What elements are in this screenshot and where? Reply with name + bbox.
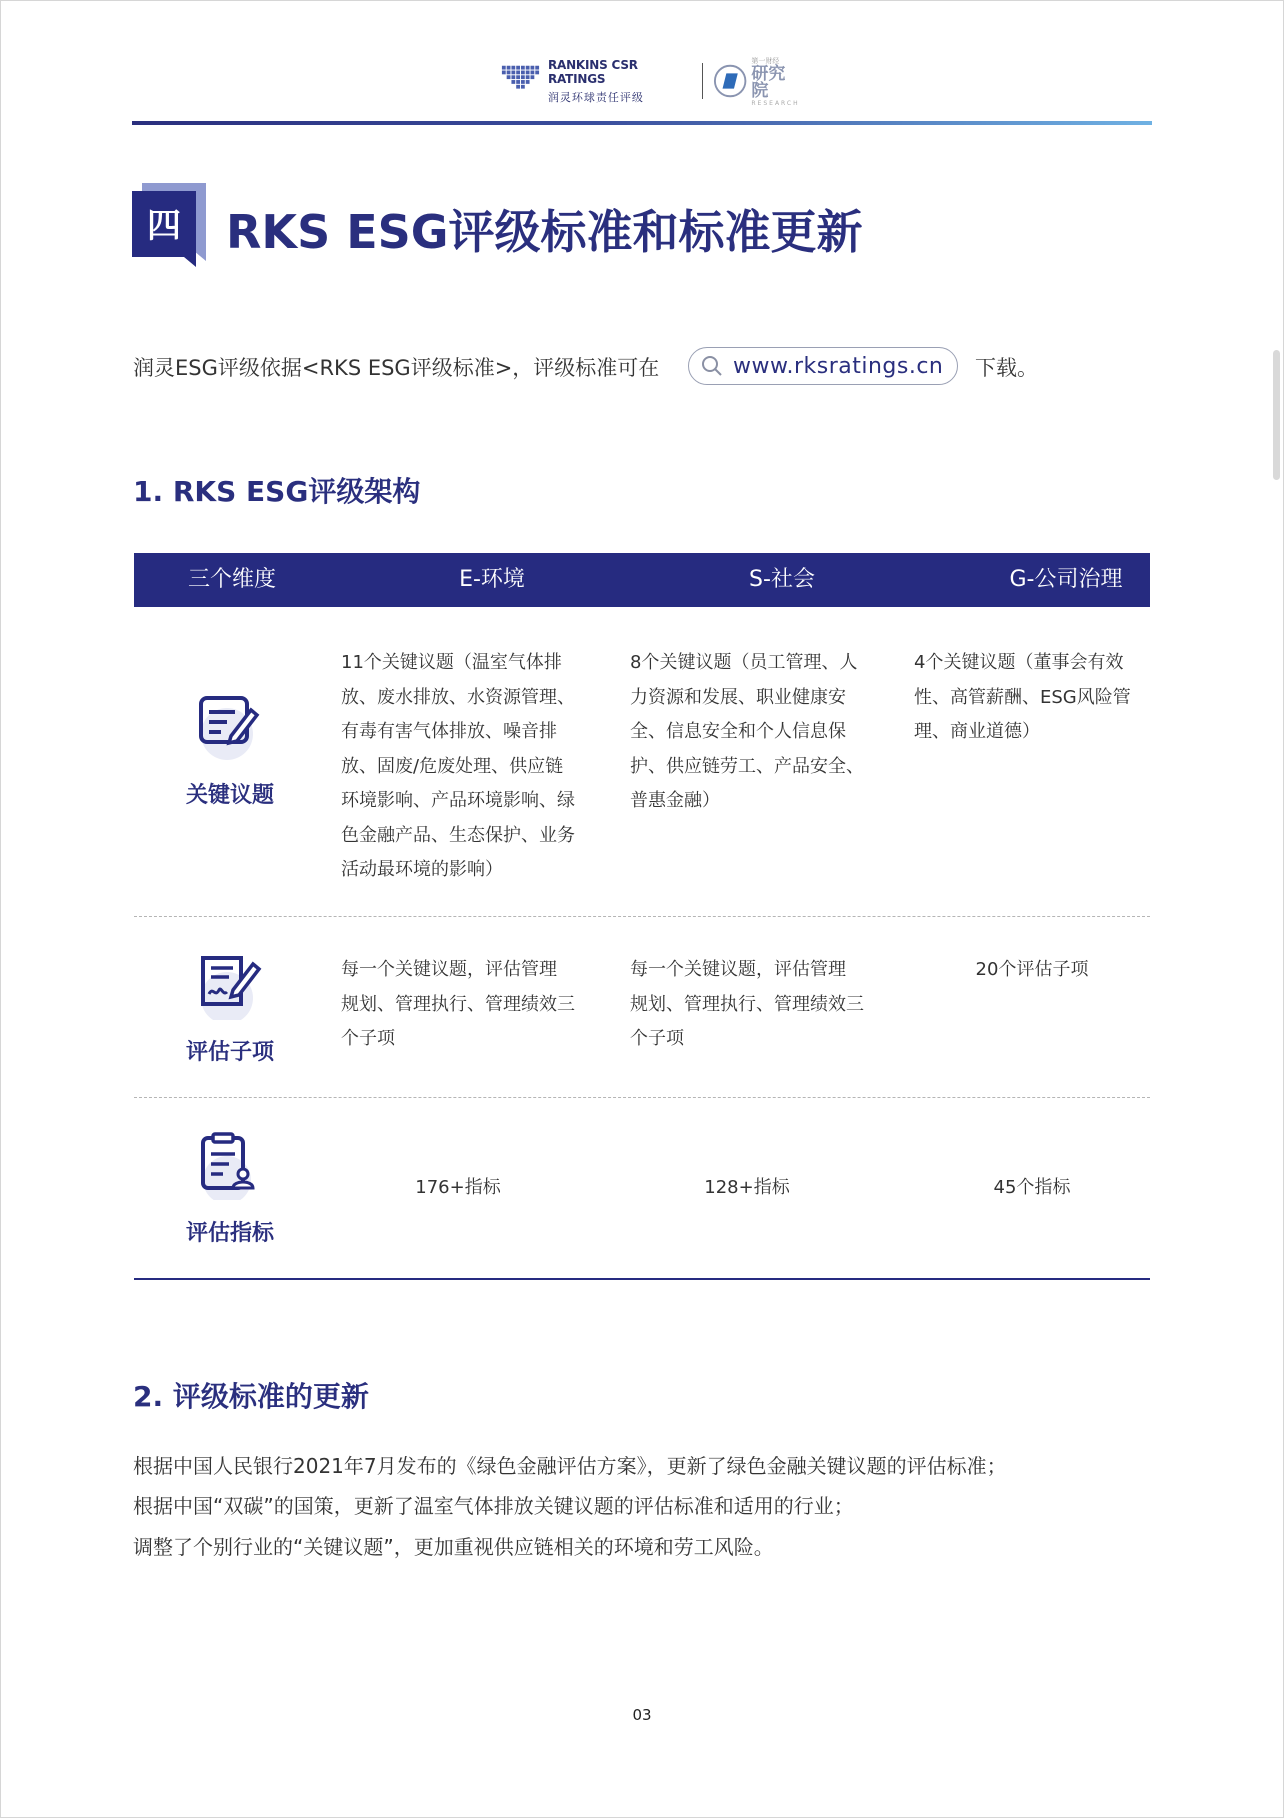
column-header-social: S-社会 (749, 567, 815, 592)
row-divider (134, 916, 1150, 917)
update-line-2: 根据中国“双碳”的国策，更新了温室气体排放关键议题的评估标准和适用的行业； (133, 1494, 854, 1518)
search-icon (701, 355, 723, 377)
column-header-dimensions: 三个维度 (187, 567, 276, 592)
header-logos (500, 56, 800, 107)
cell-key-issues-s: 8个关键议题（员工管理、人 力资源和发展、职业健康安 全、信息安全和个人信息保 护、供应链劳工、产品安全、 普惠金融） (630, 652, 864, 811)
logo-divider (702, 63, 703, 99)
brand-name-en: RANKINS CSR RATINGS (547, 57, 638, 86)
cell-indicators-s: 128+指标 (704, 1177, 790, 1198)
rankins-logo-icon (500, 61, 542, 101)
page-number: 03 (632, 1706, 652, 1724)
row-divider (134, 1097, 1150, 1098)
cell-sub-items-s: 每一个关键议题，评估管理 规划、管理执行、管理绩效三 个子项 (630, 959, 864, 1049)
cell-sub-items-e: 每一个关键议题，评估管理 规划、管理执行、管理绩效三 个子项 (341, 959, 575, 1049)
updates-heading: 2. 评级标准的更新 (133, 1380, 369, 1413)
certificate-sign-icon (193, 950, 263, 1020)
row-label-sub-items: 评估子项 (185, 1040, 274, 1065)
row-label-indicators: 评估指标 (185, 1221, 274, 1246)
cell-indicators-e: 176+指标 (415, 1177, 501, 1198)
url-link[interactable]: www.rksratings.cn (733, 353, 944, 379)
section-number: 四 (147, 206, 181, 246)
partner-sub: RESEARCH (751, 99, 800, 107)
column-header-environment: E-环境 (459, 567, 525, 592)
architecture-heading: 1. RKS ESG评级架构 (133, 475, 421, 508)
section-number-badge (132, 183, 206, 267)
cell-indicators-g: 45个指标 (993, 1177, 1071, 1198)
cell-key-issues-g: 4个关键议题（董事会有效 性、高管薪酬、ESG风险管 理、商业道德） (914, 652, 1131, 742)
edit-document-icon (193, 690, 263, 760)
row-label-key-issues: 关键议题 (185, 783, 274, 808)
cell-sub-items-g: 20个评估子项 (975, 959, 1089, 980)
table-bottom-rule (134, 1278, 1150, 1280)
cell-key-issues-e: 11个关键议题（温室气体排 放、废水排放、水资源管理、 有毒有害气体排放、噪音排 放、固废/危废处理、供应链 环境影响、产品环境影响、绿 色金融产品、生态保护、业务 活动最环境的影响） (341, 652, 575, 880)
yicai-research-logo-icon (713, 63, 747, 99)
url-search-pill[interactable] (688, 347, 958, 385)
update-line-3: 调整了个别行业的“关键议题”，更加重视供应链相关的环境和劳工风险。 (133, 1535, 774, 1559)
column-header-governance: G-公司治理 (1009, 567, 1123, 592)
table-header (134, 553, 1150, 607)
update-line-1: 根据中国人民银行2021年7月发布的《绿色金融评估方案》，更新了绿色金融关键议题的评估标准； (133, 1454, 1007, 1478)
partner-small-text: 第一财经 (751, 56, 780, 65)
intro-text: 润灵ESG评级依据<RKS ESG评级标准>，评级标准可在 (133, 356, 660, 380)
intro-tail: 下载。 (975, 356, 1038, 380)
clipboard-user-icon (193, 1130, 263, 1200)
partner-name: 研究院 (751, 63, 786, 101)
brand-name-cn: 润灵环球责任评级 (547, 90, 644, 104)
section-title: RKS ESG评级标准和标准更新 (226, 205, 863, 259)
header-rule (132, 121, 1152, 125)
scrollbar-thumb[interactable] (1273, 350, 1280, 480)
